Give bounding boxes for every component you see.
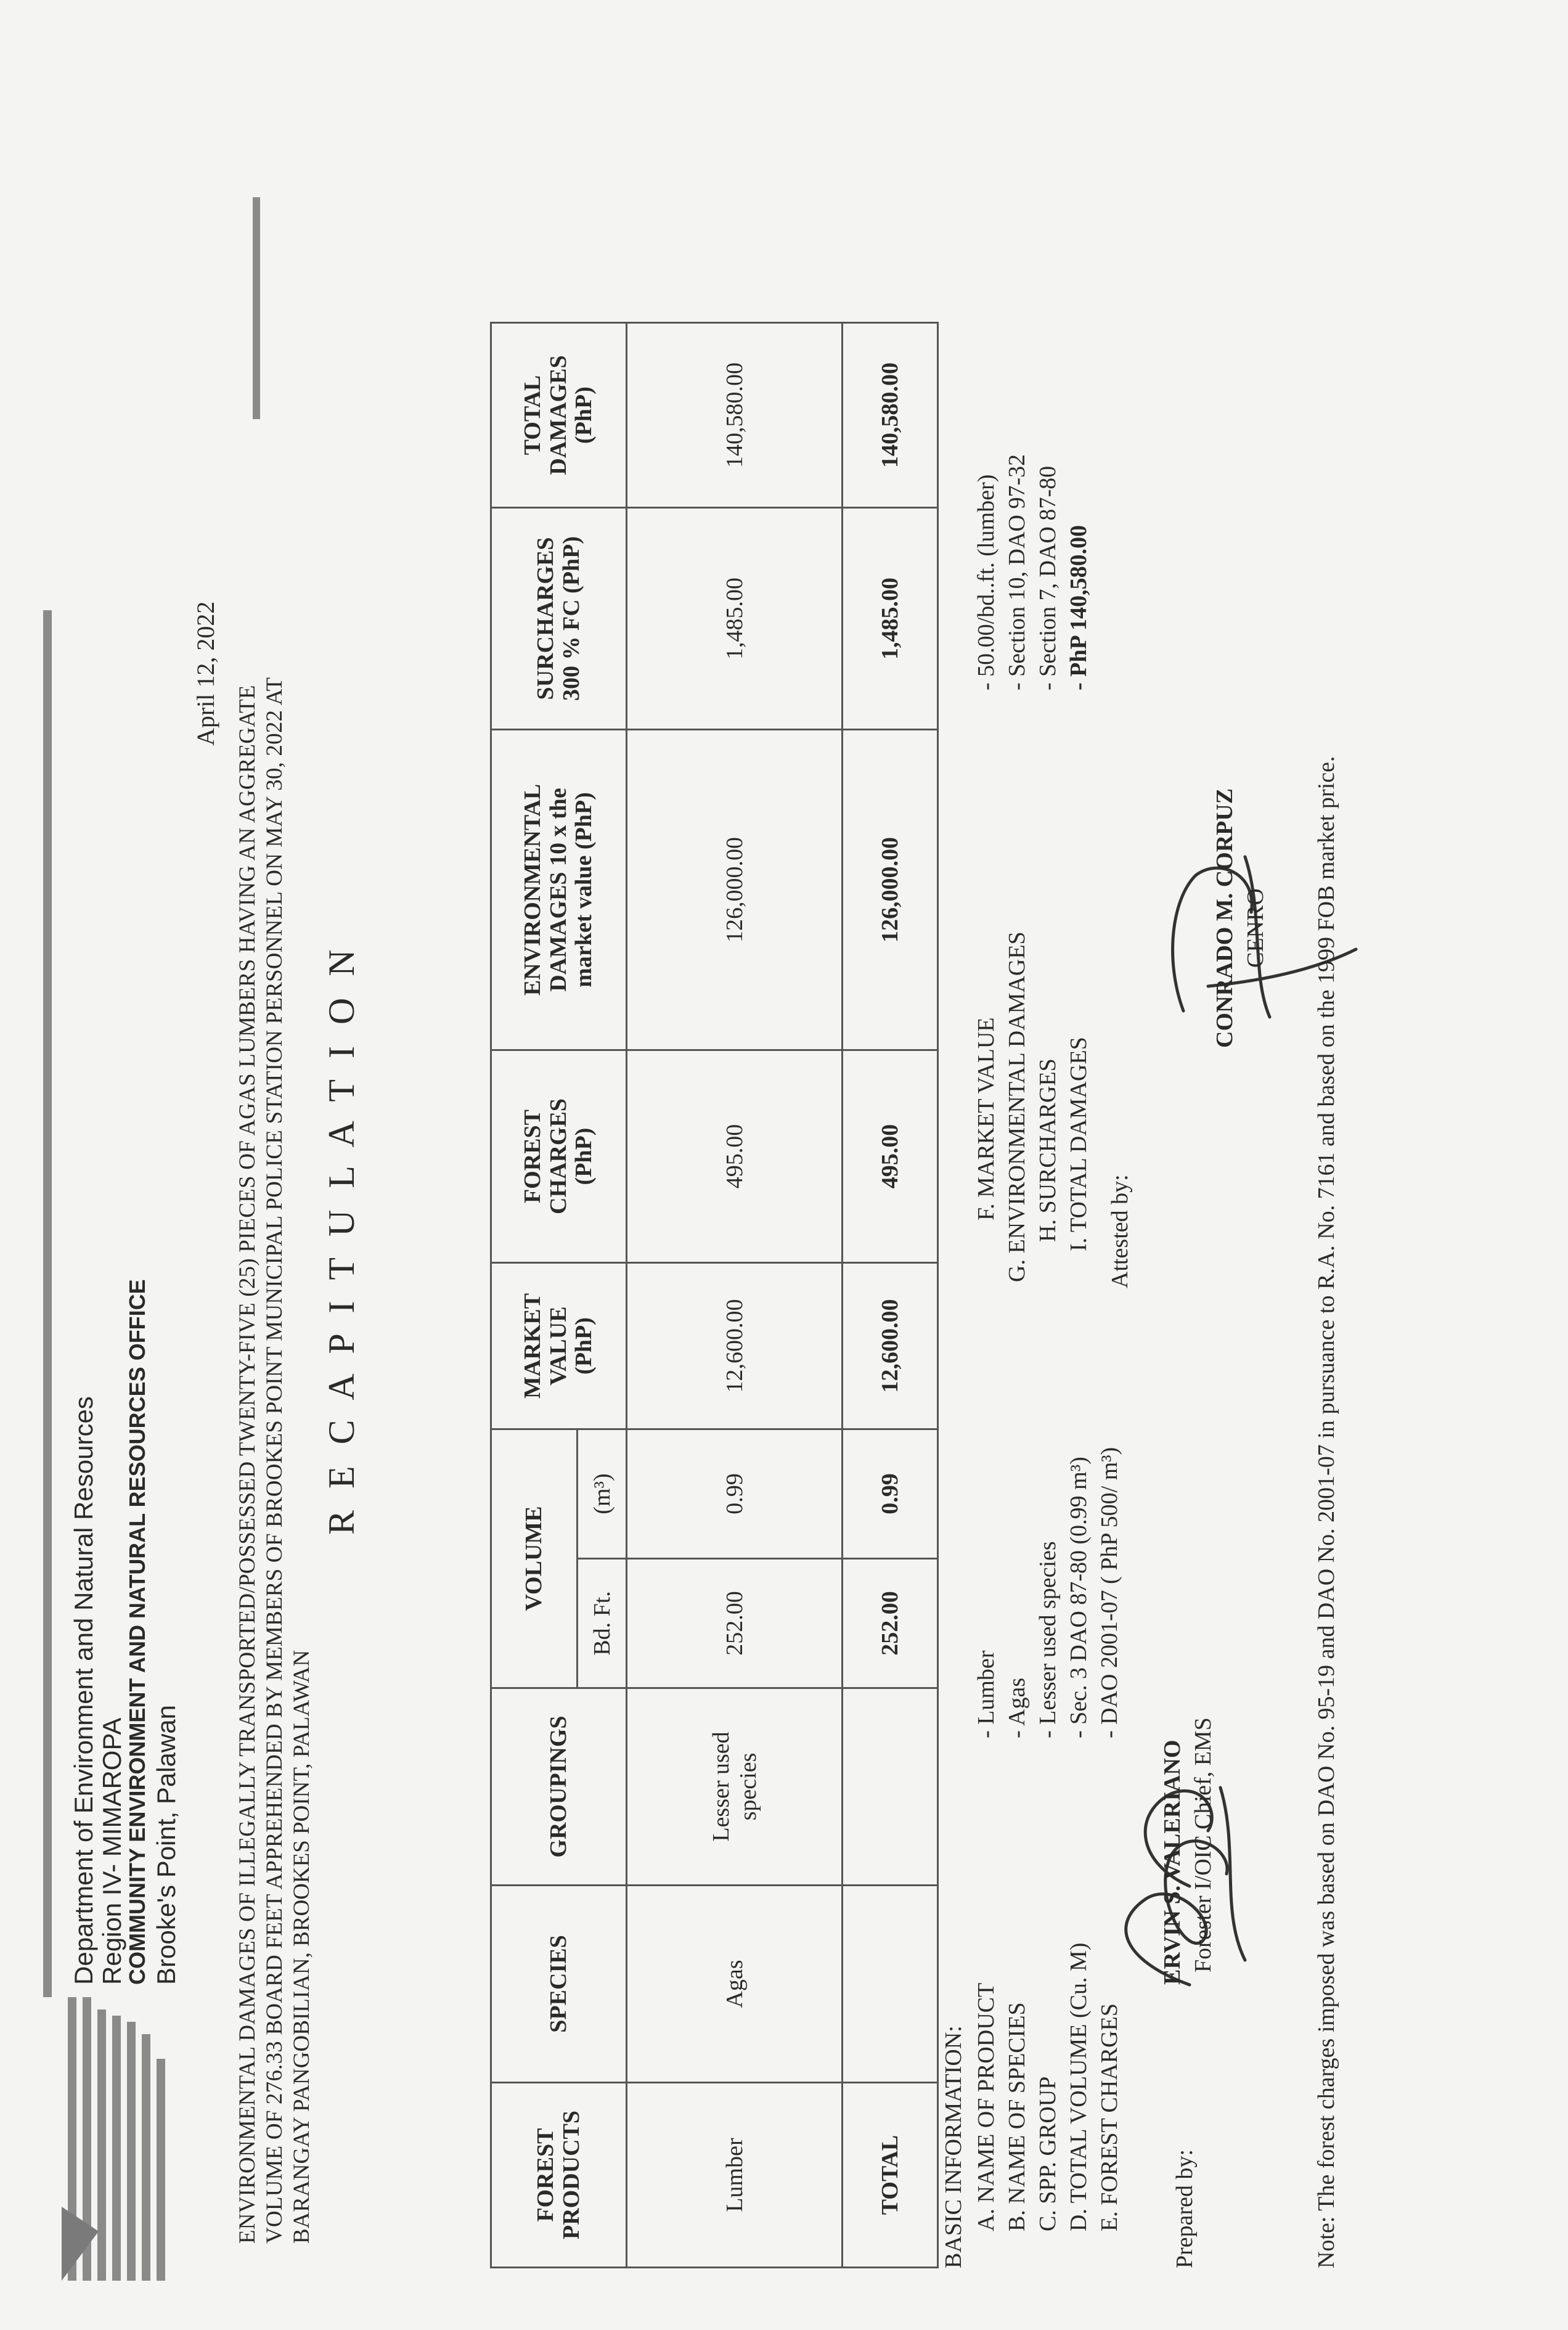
total-total-damages: 140,580.00 [843, 323, 938, 508]
header-rule-top [43, 610, 52, 1997]
subject-line-2: VOLUME OF 276.33 BOARD FEET APPREHENDED BY MEMBERS OF BROOKES POINT MUNICIPAL POLICE STATION PERSONNEL ON MAY 30, 2022 AT [262, 677, 287, 2244]
header-location: Brooke's Point, Palawan [152, 1705, 181, 1985]
basic-info-a-value: - Lumber [973, 1650, 999, 1738]
basic-info-d-label: D. TOTAL VOLUME (Cu. M) [1066, 1942, 1092, 2231]
col-volume: VOLUME [491, 1429, 578, 1688]
table-total-row [843, 323, 938, 2268]
basic-info-e-value: - DAO 2001-07 ( PhP 500/ m³) [1096, 1447, 1122, 1738]
col-forest-products: FOREST PRODUCTS [491, 2083, 627, 2268]
cell-market-value: 12,600.00 [627, 1263, 843, 1429]
total-label: TOTAL [843, 2083, 938, 2268]
basic-info-heading: BASIC INFORMATION: [941, 2025, 966, 2268]
basic-info-c-value: - Lesser used species [1035, 1541, 1061, 1738]
col-groupings: GROUPINGS [491, 1688, 627, 1886]
cell-grouping: Lesser used species [627, 1688, 843, 1886]
basic-info-f-value: - 50.00/bd..ft. (lumber) [973, 474, 999, 690]
attested-by-label: Attested by: [1107, 1174, 1133, 1288]
page-title: R E C A P I T U L A T I O N [321, 943, 362, 1535]
cell-total-damages: 140,580.00 [627, 323, 843, 508]
basic-info-g-value: - Section 10, DAO 97-32 [1004, 454, 1030, 690]
cell-product: Lumber [627, 2083, 843, 2268]
footnote: Note: The forest charges imposed was based on DAO No. 95-19 and DAO No. 2001-07 in pursuance to R.A. No. 7161 and based on the 1999 FOB market price. [1313, 756, 1339, 2268]
cell-env-damages: 126,000.00 [627, 730, 843, 1050]
document-date: April 12, 2022 [192, 601, 219, 746]
cell-surcharges: 1,485.00 [627, 508, 843, 730]
basic-info-g-label: G. ENVIRONMENTAL DAMAGES [1004, 931, 1030, 1282]
prepared-by-label: Prepared by: [1172, 2149, 1198, 2268]
basic-info-h-label: H. SURCHARGES [1035, 1058, 1061, 1242]
attested-title: CENRO [1243, 888, 1268, 968]
prepared-name: ERVIN S. VALERIANO [1159, 1739, 1185, 1985]
header-agency: Department of Environment and Natural Resources [69, 1396, 98, 1985]
total-surcharges: 1,485.00 [843, 508, 938, 730]
cell-forest-charges: 495.00 [627, 1050, 843, 1263]
col-market-value: MARKET VALUE (PhP) [491, 1263, 627, 1429]
total-forest-charges: 495.00 [843, 1050, 938, 1263]
total-market-value: 12,600.00 [843, 1263, 938, 1429]
subject-line-1: ENVIRONMENTAL DAMAGES OF ILLEGALLY TRANSPORTED/POSSESSED TWENTY-FIVE (25) PIECES OF AGAS LUMBERS HAVING AN AGGREGATE [235, 685, 260, 2244]
col-env-damages: ENVIRONMENTAL DAMAGES 10 x the market value (PhP) [491, 730, 627, 1050]
basic-info-h-value: - Section 7, DAO 87-80 [1035, 465, 1061, 690]
basic-info-b-value: - Agas [1004, 1677, 1030, 1738]
total-bd-ft: 252.00 [843, 1559, 938, 1688]
basic-info-c-label: C. SPP. GROUP [1035, 2076, 1061, 2231]
basic-info-d-value: - Sec. 3 DAO 87-80 (0.99 m³) [1066, 1457, 1092, 1738]
col-total-damages: TOTAL DAMAGES (PhP) [491, 323, 627, 508]
denr-logo [62, 1997, 185, 2281]
cell-m3: 0.99 [627, 1429, 843, 1559]
basic-info-i-value: - PhP 140,580.00 [1066, 525, 1092, 690]
prepared-title: Forester I/OIC Chief, EMS [1190, 1717, 1216, 1972]
subject-line-3: BARANGAY PANGOBILIAN, BROOKES POINT, PALAWAN [289, 1649, 314, 2244]
basic-info-b-label: B. NAME OF SPECIES [1004, 2002, 1030, 2231]
table-row [627, 323, 843, 2268]
total-species-empty [843, 1886, 938, 2083]
col-forest-charges: FOREST CHARGES (PhP) [491, 1050, 627, 1263]
basic-info-a-label: A. NAME OF PRODUCT [973, 1982, 999, 2231]
col-surcharges: SURCHARGES 300 % FC (PhP) [491, 508, 627, 730]
total-m3: 0.99 [843, 1429, 938, 1559]
total-env-damages: 126,000.00 [843, 730, 938, 1050]
total-grouping-empty [843, 1688, 938, 1886]
footer-rule [253, 197, 260, 419]
cell-species: Agas [627, 1886, 843, 2083]
col-bd-ft: Bd. Ft. [578, 1559, 627, 1688]
basic-info-e-label: E. FOREST CHARGES [1096, 2003, 1122, 2231]
col-species: SPECIES [491, 1886, 627, 2083]
recapitulation-table [490, 322, 939, 2268]
header-region: Region IV- MIMAROPA [97, 1717, 126, 1985]
cell-bd-ft: 252.00 [627, 1559, 843, 1688]
col-m3: (m³) [578, 1429, 627, 1559]
basic-info-f-label: F. MARKET VALUE [973, 1017, 999, 1220]
signature-valeriano [1097, 1763, 1276, 1997]
basic-info-i-label: I. TOTAL DAMAGES [1066, 1037, 1092, 1251]
attested-name: CONRADO M. CORPUZ [1212, 788, 1238, 1048]
header-office: COMMUNITY ENVIRONMENT AND NATURAL RESOURCES OFFICE [125, 1279, 150, 1985]
